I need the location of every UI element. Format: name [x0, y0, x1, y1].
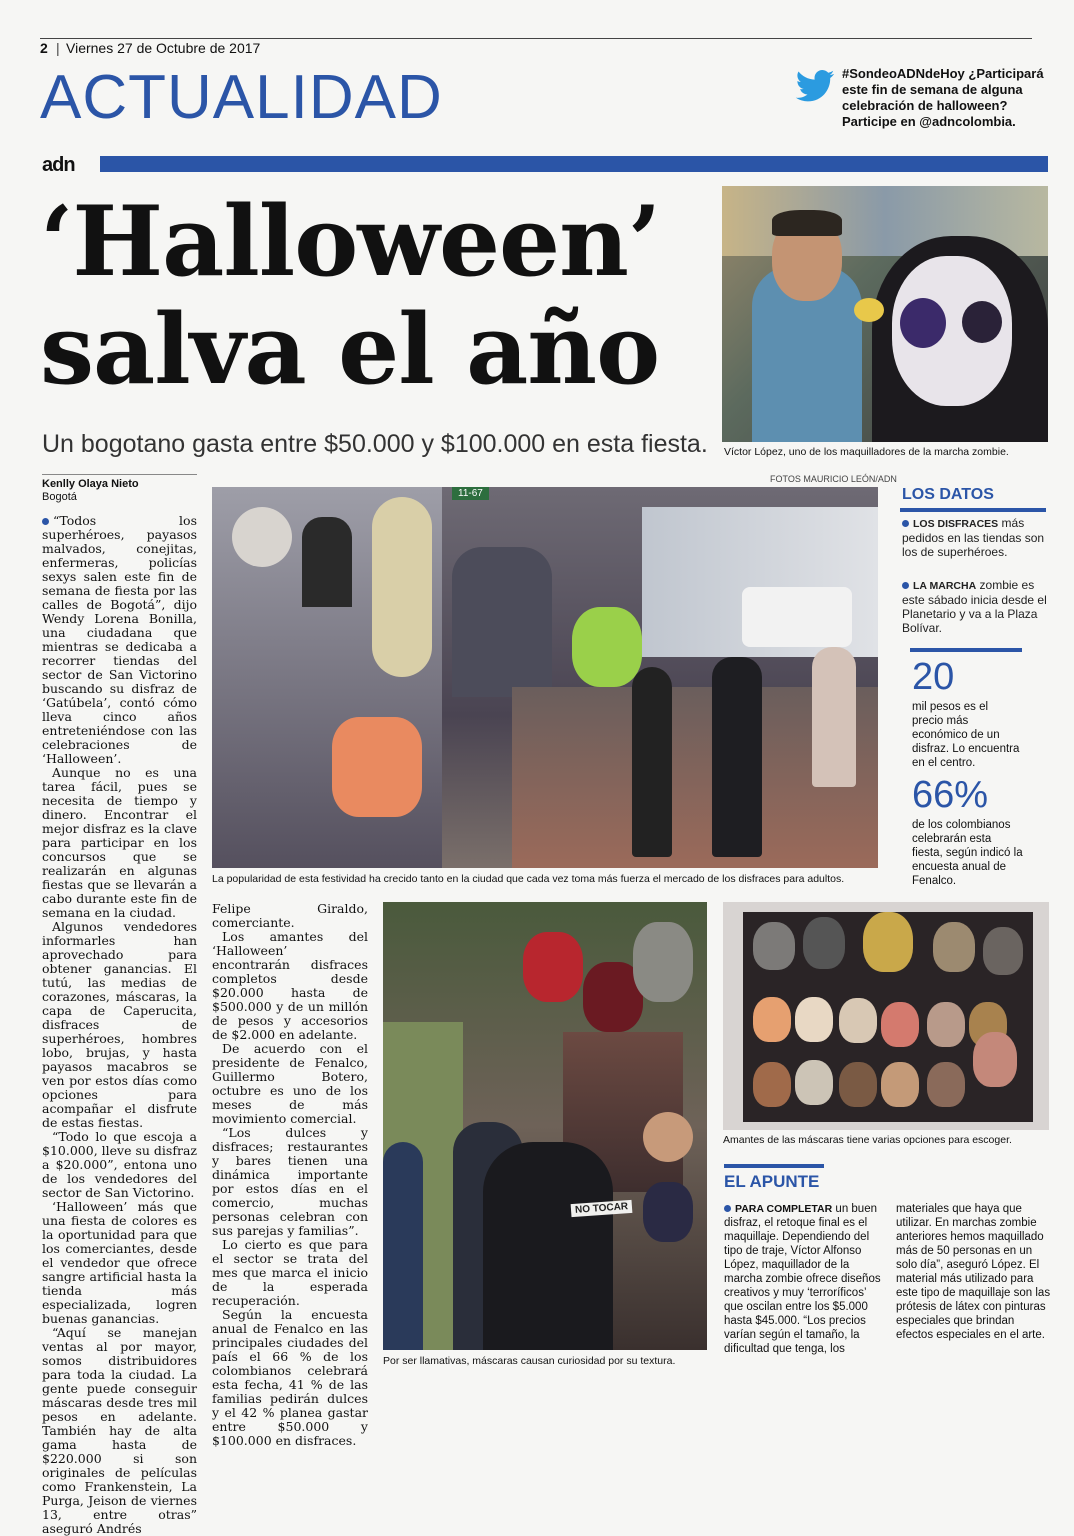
- apunte-rule: [724, 1164, 824, 1168]
- photo-makeup-artist: [722, 186, 1048, 442]
- paragraph: “Todo lo que escoja a $10.000, lleve su disfraz a $20.000”, entona uno de los vendedores del sector de San Victorino.: [42, 1129, 197, 1200]
- top-rule: [40, 38, 1032, 39]
- tweet-poll-text: #SondeoADNdeHoy ¿Participará este fin de semana de alguna celebración de halloween? Participe en @adncolombia.: [842, 66, 1044, 129]
- caption-market: La popularidad de esta festividad ha crecido tanto en la ciudad que cada vez toma más fuerza el mercado de los disfraces para adultos.: [212, 873, 845, 885]
- header-separator: |: [56, 40, 60, 56]
- datos-item-1: LOS DISFRACES más pedidos en las tiendas son los de superhéroes.: [902, 516, 1045, 559]
- headline: [40, 185, 720, 406]
- paragraph: De acuerdo con el presidente de Fenalco, Guillermo Botero, octubre es uno de los meses de más movimiento comercial.: [212, 1041, 368, 1126]
- apunte-column-1: PARA COMPLETAR un buen disfraz, el retoque final es el maquillaje. Dependiendo del tipo de traje, Víctor Alfonso López, maquillador de la marcha zombie ofrece diseños creativos y muy ‘terroríficos’ que oscilan entre los $5.000 hasta $45.000. “Los precios varían según el tamaño, la dificultad que tenga, los: [724, 1203, 881, 1355]
- byline: [42, 478, 197, 504]
- paragraph: Algunos vendedores informarles han aprovechado para obtener ganancias. El tutú, las medias de corazones, máscaras, la capa de Caperucita, disfraces de superhéroes, hombres lobo, brujas, y hasta payasos macabros se ven por estos días como opciones para acompañar el disfrute de estas fiestas.: [42, 919, 197, 1130]
- adn-logo: adn: [42, 154, 75, 176]
- datos-item-2: LA MARCHA zombie es este sábado inicia desde el Planetario y va a la Plaza Bolívar.: [902, 578, 1047, 635]
- twitter-bird-icon: [795, 70, 835, 102]
- stat-percent-text: de los colombianos celebrarán esta fiesta, según indicó la encuesta anual de Fenalco.: [912, 819, 1023, 887]
- datos-rule: [910, 648, 1022, 652]
- datos-title: LOS DATOS: [902, 486, 994, 503]
- bullet-icon: [902, 520, 909, 527]
- datos-rule: [900, 508, 1046, 512]
- paragraph: Según la encuesta anual de Fenalco en las principales ciudades del país el 66 % de los colombianos celebrará esta fecha, 41 % de las familias pedirán dulces y el 42 % planea gastar entre $50.000 y $100.000 en disfraces.: [212, 1307, 368, 1448]
- apunte-column-2: materiales que haya que utilizar. En marchas zombie anteriores hemos maquillado más de 50 personas en un solo día”, aseguró López. El material más utilizado para este tipo de maquillaje son las prótesis de látex con pinturas especiales que brindan efectos especiales en el arte.: [896, 1203, 1051, 1341]
- bullet-icon: [42, 518, 49, 525]
- byline-rule: [42, 474, 197, 475]
- stat-price-value: 20: [912, 656, 955, 698]
- author-name: Kenlly Olaya Nieto: [42, 478, 139, 490]
- paragraph: “Aquí se manejan ventas al por mayor, somos distribuidores para toda la ciudad. La gente puede conseguir máscaras desde tres mil pesos en adelante. También hay de alta gama hasta de $220.000 si son originales de películas como Frankenstein, La Purga, Jeison de viernes 13, entre otras” aseguró Andrés: [42, 1325, 197, 1536]
- bullet-icon: [902, 582, 909, 589]
- headline-line-1: ‘Halloween’: [40, 185, 661, 298]
- article-column-2: [212, 902, 368, 1448]
- bullet-icon: [724, 1205, 731, 1212]
- subheadline: Un bogotano gasta entre $50.000 y $100.000 en esta fiesta.: [42, 430, 708, 458]
- page-date: Viernes 27 de Octubre de 2017: [66, 40, 261, 56]
- caption-mask-shelves: Amantes de las máscaras tiene varias opciones para escoger.: [723, 1134, 1012, 1146]
- paragraph: Aunque no es una tarea fácil, pues se necesita de tiempo y dinero. Encontrar el mejor disfraz es la clave para participar en los concursos que se realizarán en algunas fiestas que se llevarán a cabo durante este fin de semana en la ciudad.: [42, 765, 197, 920]
- apunte-title: EL APUNTE: [724, 1172, 820, 1191]
- photo-credit: FOTOS MAURICIO LEÓN/ADN: [770, 474, 897, 484]
- section-title: ACTUALIDAD: [40, 63, 443, 132]
- paragraph: Lo cierto es que para el sector se trata del mes que marca el inicio de la esperada recuperación.: [212, 1237, 368, 1308]
- paragraph: “Todos los superhéroes, payasos malvados, conejitas, enfermeras, policías sexys salen este fin de semana de fiesta por las calles de Bogotá”, dijo Wendy Lorena Bonilla, una ciudadana que mientras se dedicaba a recorrer tiendas del sector de San Victorino buscando su disfraz de ‘Gatúbela’, contó cómo lleva cinco años entreteniéndose con las celebraciones de ‘Halloween’.: [42, 513, 197, 766]
- stat-price-text: mil pesos es el precio más económico de un disfraz. Lo encuentra en el centro.: [912, 701, 1020, 769]
- photo-masks-stand: [383, 902, 707, 1350]
- page-number: 2: [40, 40, 48, 56]
- caption-makeup: Víctor López, uno de los maquilladores de la marcha zombie.: [724, 446, 1009, 458]
- author-location: Bogotá: [42, 491, 77, 503]
- no-touch-sign: NO TOCAR: [571, 1200, 633, 1217]
- caption-masks-stand: Por ser llamativas, máscaras causan curiosidad por su textura.: [383, 1355, 676, 1367]
- street-sign: 11-67: [452, 487, 489, 500]
- paragraph: Los amantes del ‘Halloween’ encontrarán disfraces completos desde $20.000 hasta de $500.000 y de un millón de pesos y accesorios de $2.000 en adelante.: [212, 929, 368, 1042]
- paragraph: Felipe Giraldo, comerciante.: [212, 901, 368, 930]
- headline-line-2: salva el año: [40, 293, 660, 406]
- photo-costume-market: [212, 487, 878, 868]
- photo-mask-shelves: [723, 902, 1049, 1130]
- section-bar: [100, 156, 1048, 172]
- paragraph: “Los dulces y disfraces; restaurantes y bares tienen una dinámica importante por estos días en el comercio, muchas personas celebran con sus parejas y familias”.: [212, 1125, 368, 1238]
- paragraph: ‘Halloween’ más que una fiesta de colores es la oportunidad para que los comerciantes, desde el vendedor que ofrece sangre artificial hasta la tienda más especializada, logren buenas ganancias.: [42, 1199, 197, 1326]
- article-column-1: [42, 514, 197, 1536]
- stat-percent-value: 66%: [912, 774, 989, 816]
